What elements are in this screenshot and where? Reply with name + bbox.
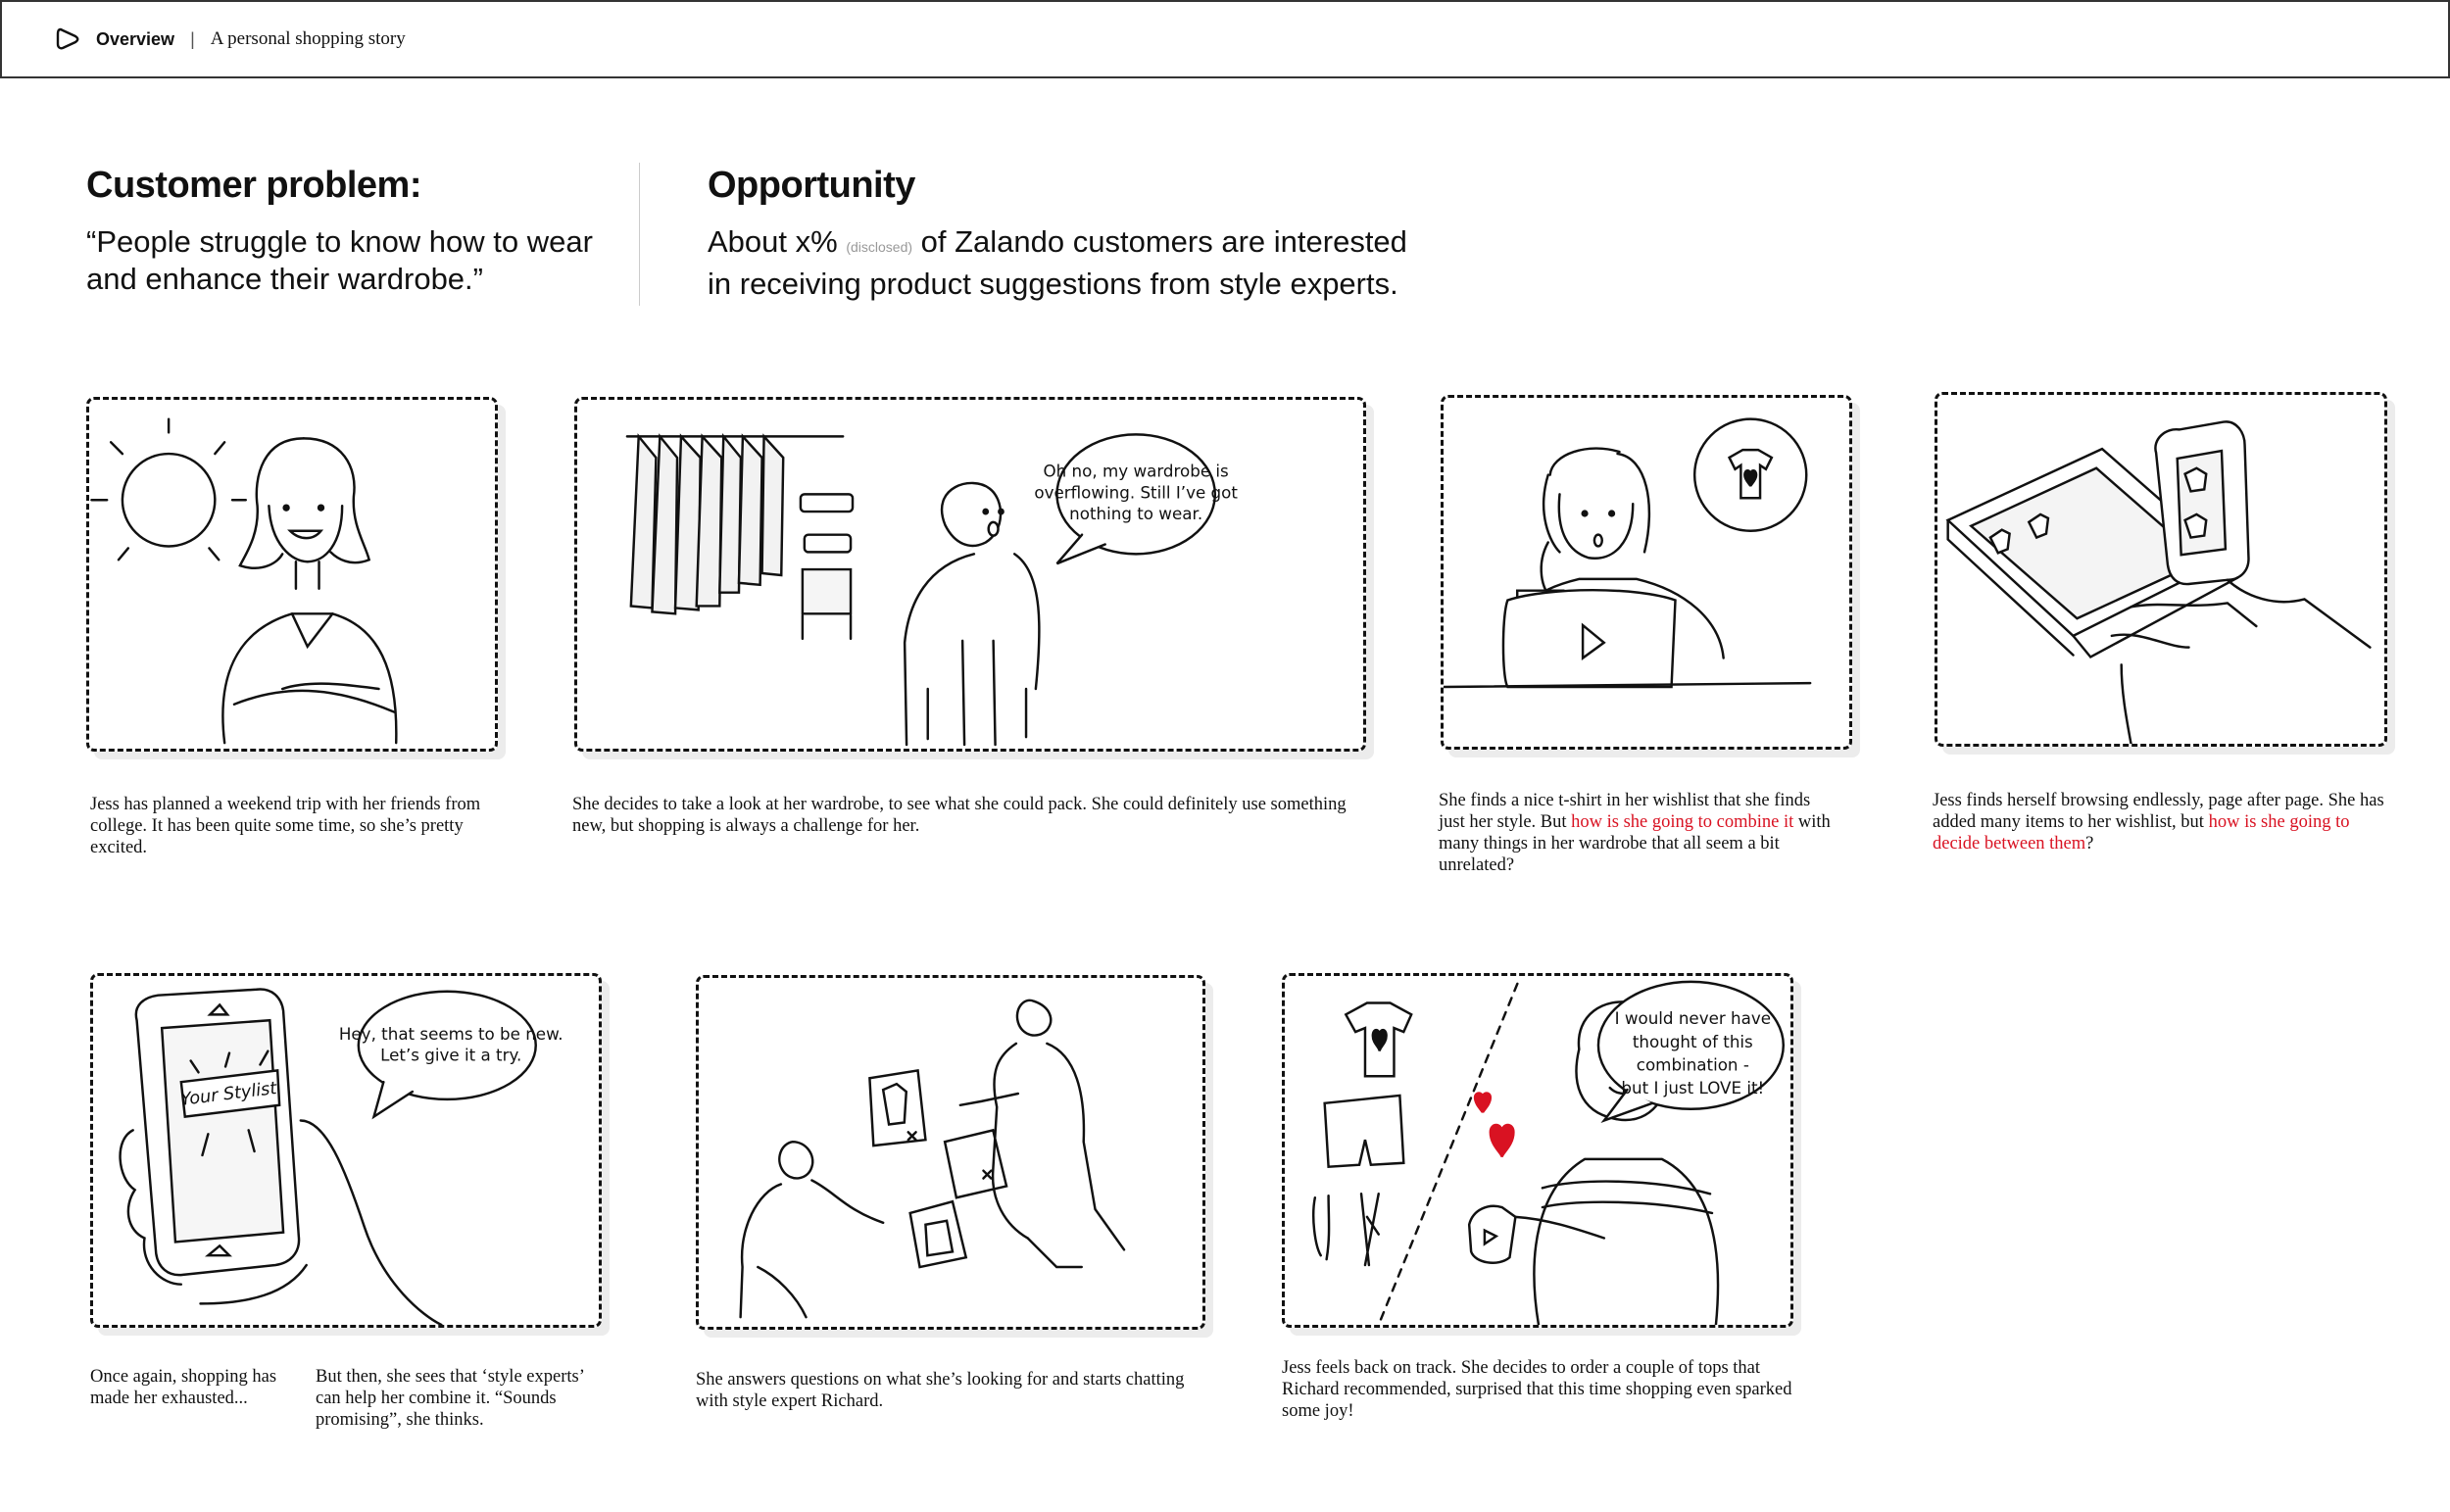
bubble-phone-line-1: Hey, that seems to be new. [338,1023,564,1044]
browsing-devices-illustration [1937,395,2384,744]
top-bar [0,0,2450,78]
caption-panel-5a: Once again, shopping has made her exhausted... [90,1367,277,1408]
storyboard-panel-3 [1441,395,1852,750]
storyboard-panel-5 [90,973,602,1328]
bubble-wardrobe-line-3: nothing to wear. [1069,503,1203,523]
storyboard-panel-6 [696,975,1205,1330]
caption-panel-4-highlight: how is she going to decide between them [1933,812,2350,854]
caption-panel-4 [1933,790,2393,854]
storyboard-panel-7 [1282,973,1793,1328]
wardrobe-illustration [577,400,1363,749]
opportunity-line-2: in receiving product suggestions from style experts. [708,267,1398,301]
page-subtitle: A personal shopping story [210,28,406,49]
caption-panel-7: Jess feels back on track. She decides to order a couple of tops that Richard recommended, surprised that this time shopping even sparked some joy! [1282,1358,1792,1421]
caption-panel-3-text-a: She finds a nice t-shirt in her wishlist that she finds just her style. But [1439,791,1811,832]
bubble-end-line-4: but I just LOVE it! [1621,1077,1765,1097]
caption-panel-5b: But then, she sees that ‘style experts’ can help her combine it. “Sounds promising”, she thinks. [316,1367,584,1430]
caption-panel-3-text-b: with many things in her wardrobe that all seem a bit unrelated? [1439,812,1831,875]
your-stylist-label: Your Stylist [179,1078,278,1110]
opportunity-prefix: About x% [708,224,838,259]
problem-line-2: and enhance their wardrobe.” [86,262,483,296]
opportunity-title: Opportunity [708,165,915,206]
opportunity-suffix: of Zalando customers are interested [920,224,1407,259]
caption-panel-2: She decides to take a look at her wardrobe, to see what she could pack. She could definitely use something new, but shopping is always a challenge for her. [572,795,1347,836]
bubble-phone-line-2: Let’s give it a try. [380,1045,522,1065]
storyboard-panel-4 [1935,392,2387,747]
caption-panel-4-text-b: ? [2085,834,2094,854]
style-expert-chat-illustration [699,978,1202,1327]
happy-jess-illustration [1285,976,1790,1325]
storyboard-panel-1 [86,397,498,752]
caption-panel-6: She answers questions on what she’s looking for and starts chatting with style expert Richard. [696,1370,1185,1411]
opportunity-line-1 [708,223,1407,266]
bubble-wardrobe-line-1: Oh no, my wardrobe is [1043,461,1229,481]
wishlist-tshirt-illustration [1444,398,1849,747]
caption-panel-1: Jess has planned a weekend trip with her friends from college. It has been quite some time, so she’s pretty excited. [90,795,481,857]
opportunity-statement [708,223,1407,303]
zalando-logo-icon [55,26,80,52]
caption-panel-4-text-a: Jess finds herself browsing endlessly, page after page. She has added many items to her wishlist, but [1933,791,2384,832]
problem-title: Customer problem: [86,165,421,206]
caption-panel-3 [1439,790,1831,876]
breadcrumb-overview[interactable]: Overview [96,28,175,49]
caption-panel-3-highlight: how is she going to combine it [1571,812,1794,832]
problem-line-1: “People struggle to know how to wear [86,224,593,259]
bubble-end-line-2: thought of this [1632,1031,1753,1051]
problem-statement [86,223,593,298]
bubble-end-line-3: combination - [1636,1054,1749,1075]
storyboard-panel-2 [574,397,1366,752]
your-stylist-phone-illustration [93,976,599,1325]
jess-excited-illustration [89,400,495,749]
section-divider [639,163,640,306]
bubble-wardrobe-line-2: overflowing. Still I’ve got [1034,482,1238,503]
opportunity-note: (disclosed) [846,239,913,255]
bubble-end-line-1: I would never have [1614,1008,1772,1029]
breadcrumb-separator: | [190,28,195,49]
